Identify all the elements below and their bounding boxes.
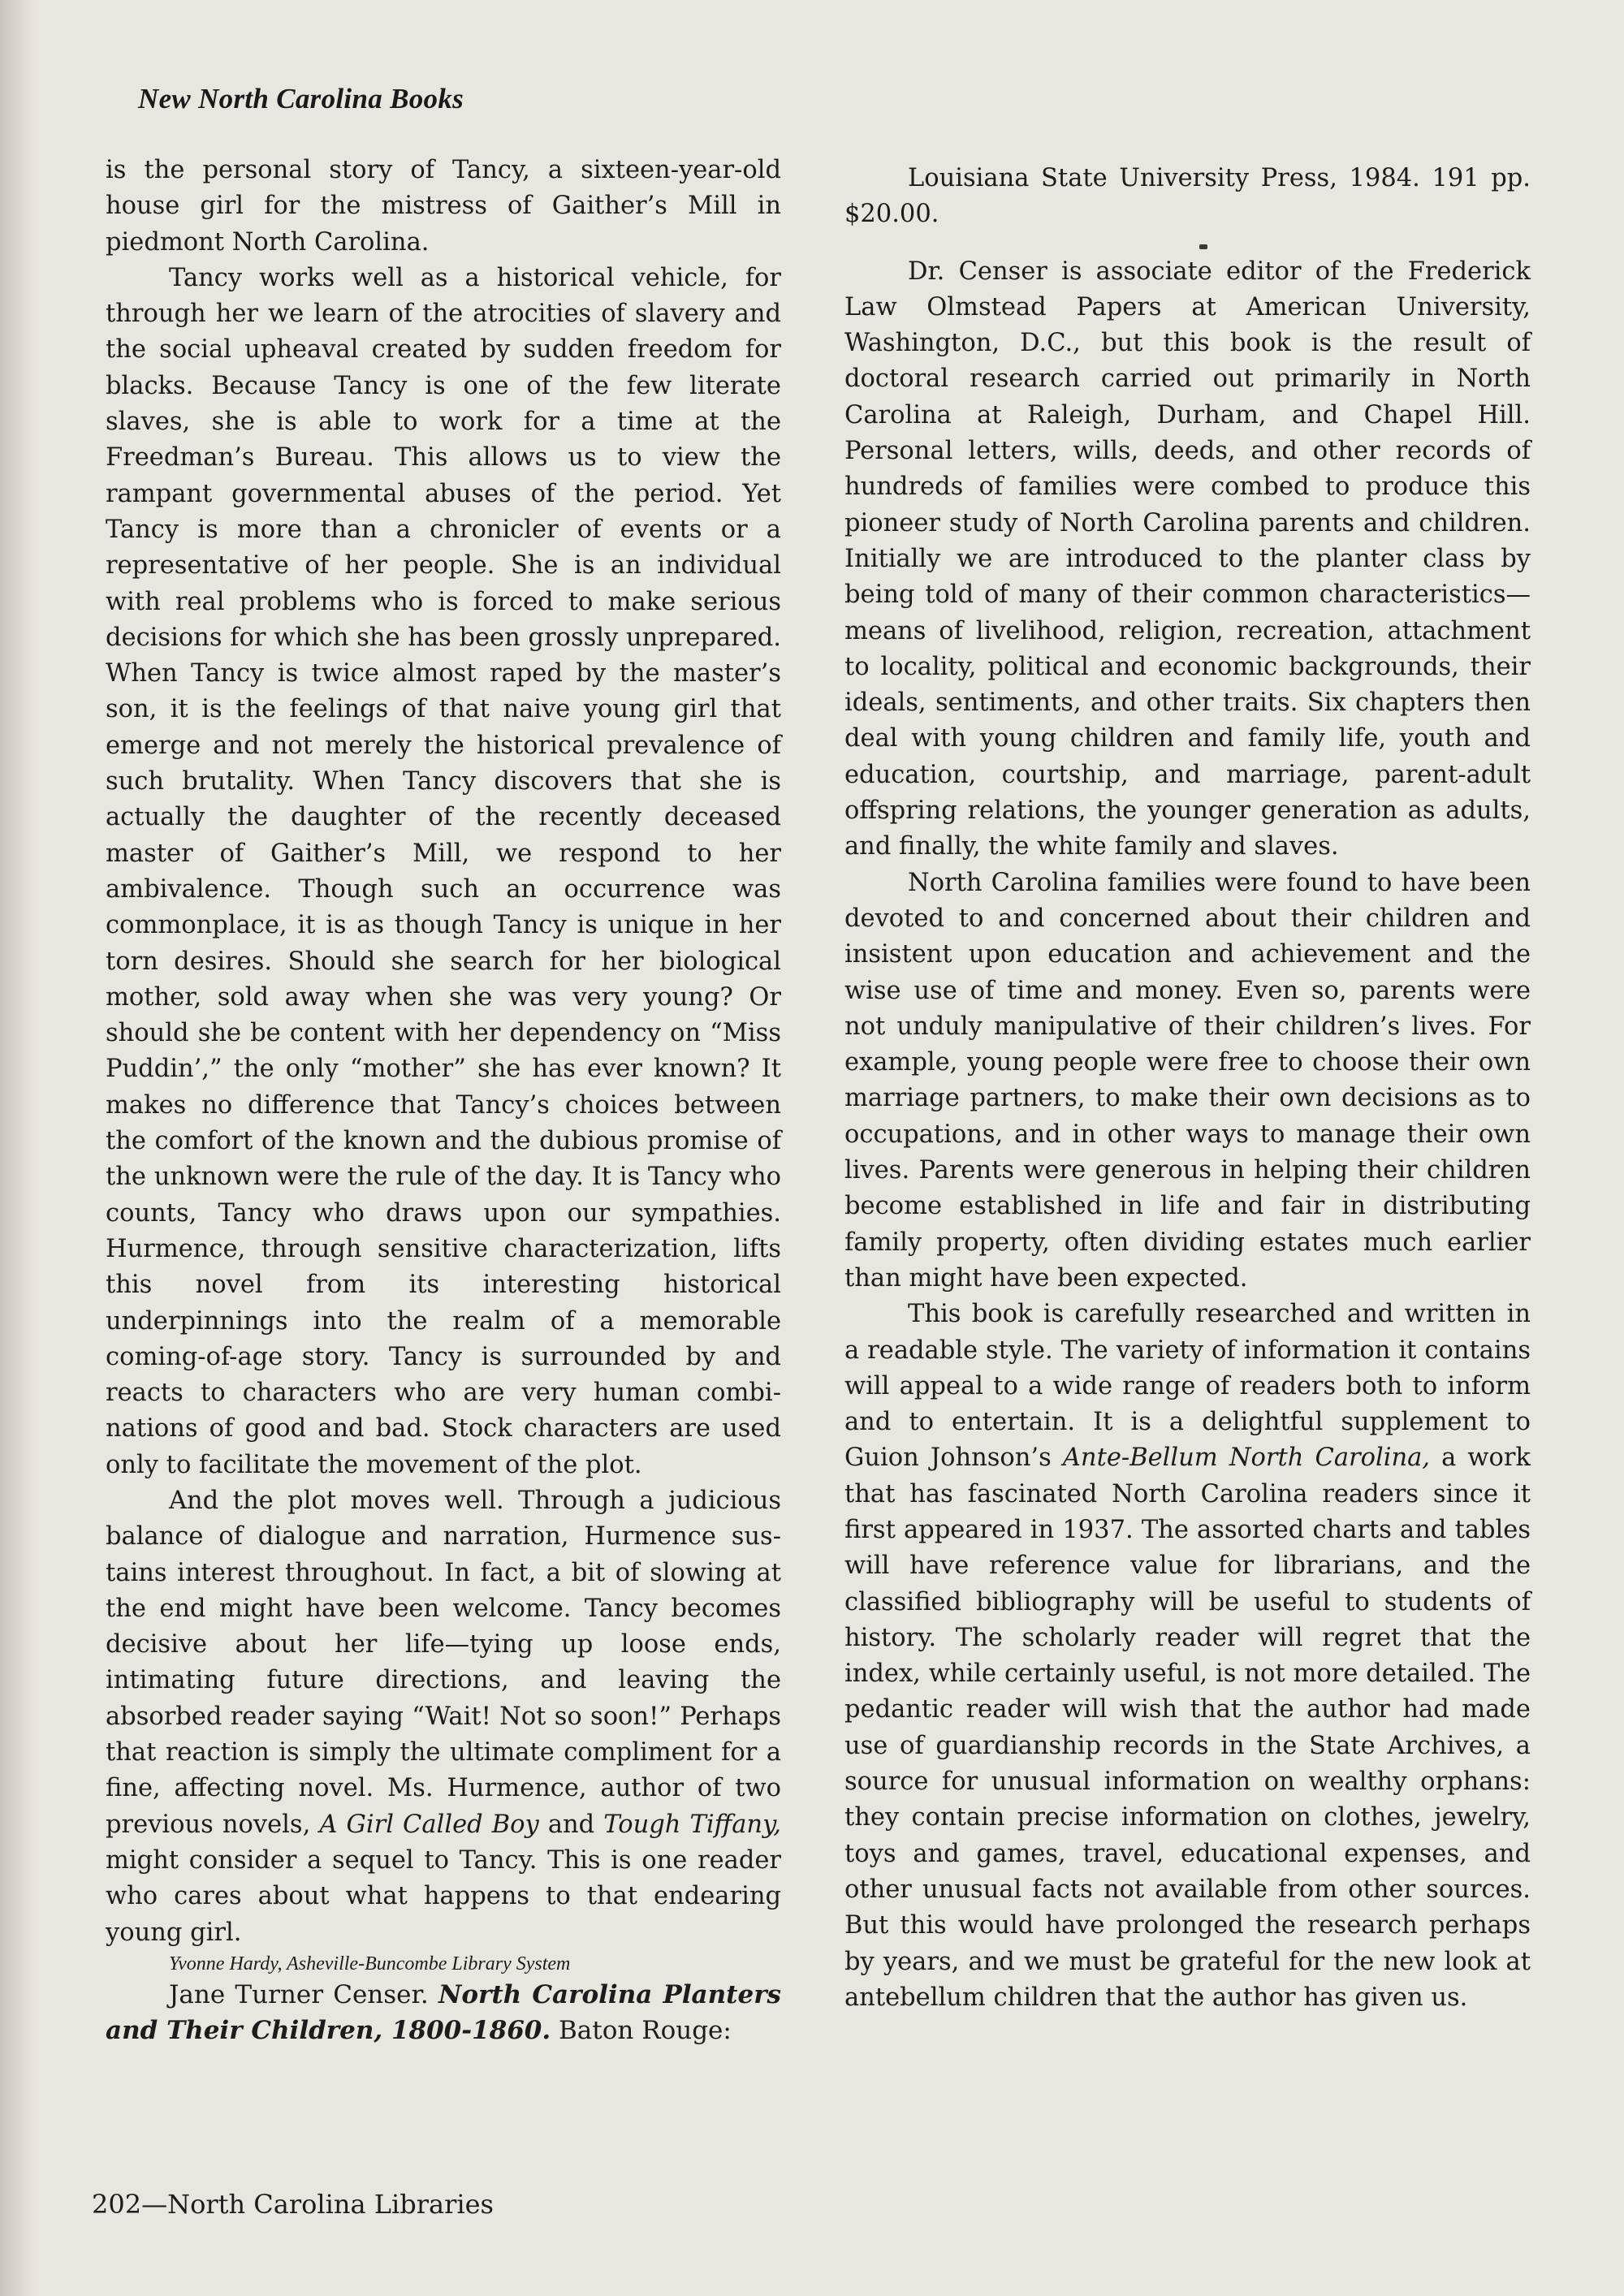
review-paragraph xyxy=(844,1297,1531,2016)
left-column xyxy=(106,153,781,2049)
citation-author: Jane Turner Censer. xyxy=(169,1979,429,2009)
review-text: And the plot moves well. Through a judicious balance of dialogue and narration, Hurmence sustains interest throughout. In fact, a bit of slowing at the end might have been welcome. Tancy becomes decisive about her life—tying up loose ends, intimating future directions, and leaving the absorbed reader saying “Wait! Not so soon!” Perhaps that reaction is simply the ultimate compliment for a fine, affecting novel. Ms. Hurmence, author of two previous novels, xyxy=(106,1486,781,1839)
book-title-italic: Tough Tiffany, xyxy=(603,1810,781,1839)
review-paragraph xyxy=(106,1483,781,1951)
review-text: a work that has fascinated North Carolina readers since it first appeared in 1937. The assorted charts and tables will have reference value for librarians, and the classified bibliography will be useful to students of history. The scholarly reader will regret that the index, while certainly useful, is not more detailed. The pedantic reader will wish that the author had made use of guardianship records in the State Archives, a source for unusual information on wealthy orphans: they contain precise information on clothes, jewelry, toys and games, travel, educational expenses, and other unusual facts not available from other sources. But this would have prolonged the research perhaps by years, and we must be grateful for the new look at antebellum children that the author has given us. xyxy=(844,1444,1531,2012)
citation-publisher-continued: Louisiana State University Press, 1984. 191 pp. $20.00. xyxy=(844,164,1531,229)
book-title-italic: A Girl Called Boy xyxy=(319,1810,539,1839)
right-column xyxy=(844,161,1531,2016)
section-separator-mark xyxy=(1199,244,1207,249)
review-text: might consider a sequel to Tancy. This is one reader who cares about what happens to that endearing young girl. xyxy=(106,1845,781,1947)
book-citation xyxy=(106,1977,781,2049)
review-paragraph: North Carolina families were found to have been devoted to and concerned about their children and insistent upon education and achievement and the wise use of time and money. Even so, parents were not unduly manipulative of their children’s lives. For example, young people were free to choose their own marriage partners, to make their own decisions as to occupations, and in other ways to manage their own lives. Parents were generous in helping their children become established in life and fair in distributing family property, often dividing estates much earlier than might have been expected. xyxy=(844,868,1531,1293)
review-paragraph: Tancy works well as a historical vehicle, for through her we learn of the atrocities of slavery and the social upheaval created by sudden freedom for blacks. Because Tancy is one of the few literate slaves, she is able to work for a time at the Freedman’s Bureau. This allows us to view the rampant governmental abuses of the period. Yet Tancy is more than a chronicler of events or a representative of her people. She is an individual with real problems who is forced to make serious decisions for which she has been grossly unprepared. When Tancy is twice almost raped by the master’s son, it is the feelings of that naive young girl that emerge and not merely the historical prevalence of such brutality. When Tancy discovers that she is actually the daughter of the recently deceased master of Gaither’s Mill, we respond to her ambivalence. Though such an occurrence was commonplace, it is as though Tancy is unique in her torn desires. Should she search for her biological mother, sold away when she was very young? Or should she be content with her dependency on “Miss Puddin’,” the only “mother” she has ever known? It makes no difference that Tancy’s choices between the comfort of the known and the dubious promise of the unknown were the rule of the day. It is Tancy who counts, Tancy who draws upon our sympathies. Hurmence, through sensitive characterization, lifts this novel from its interesting historical underpinnings into the realm of a memorable coming-of-age story. Tancy is surrounded by and reacts to characters who are very human combinations of good and bad. Stock characters are used only to facilitate the movement of the plot. xyxy=(106,263,781,1479)
reviewer-byline: Yvonne Hardy, Asheville-Buncombe Library System xyxy=(169,1953,571,1974)
review-paragraph: is the personal story of Tancy, a sixteen-year-old house girl for the mistress of Gaither’s Mill in piedmont North Carolina. xyxy=(106,156,781,257)
page-footer: 202—North Carolina Libraries xyxy=(92,2189,494,2220)
review-paragraph: Dr. Censer is associate editor of the Frederick Law Olmstead Papers at American University, Washington, D.C., but this book is the result of doctoral research carried out primarily in North Carolina at Raleigh, Durham, and Chapel Hill. Personal letters, wills, deeds, and other records of hundreds of families were combed to produce this pioneer study of North Carolina parents and children. Initially we are introduced to the planter class by being told of many of their common characteristics—means of livelihood, religion, recreation, attachment to locality, political and economic backgrounds, their ideals, sentiments, and other traits. Six chapters then deal with young children and family life, youth and education, courtship, and marriage, parent-adult offspring relations, the younger generation as adults, and finally, the white family and slaves. xyxy=(844,257,1531,861)
cited-work-title: Ante-Bellum North Carolina, xyxy=(1062,1444,1430,1473)
citation-title: North Carolina Planters and Their Children, 1800-1860. xyxy=(106,1979,782,2046)
running-head: New North Carolina Books xyxy=(138,83,464,114)
citation-publisher: Baton Rouge: xyxy=(559,2016,732,2046)
review-text: This book is carefully researched and written in a readable style. The variety of information it contains will appeal to a wide range of readers both to inform and to entertain. It is a delightful supplement to Guion Johnson’s xyxy=(844,1300,1531,1473)
page-gutter-shadow xyxy=(0,0,37,2296)
review-text: and xyxy=(547,1810,595,1839)
